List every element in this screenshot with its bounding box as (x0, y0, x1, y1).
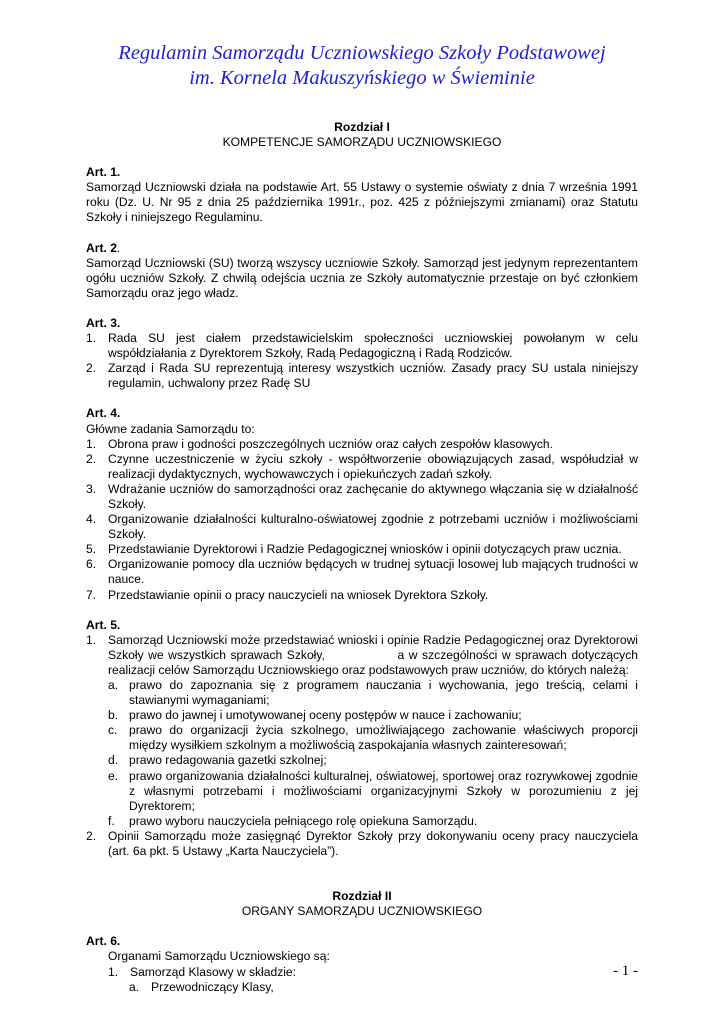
list-item (86, 588, 638, 603)
article-heading: Art. 4. (86, 406, 121, 421)
list-item-number: 1. (86, 331, 97, 346)
sub-list-item (108, 708, 638, 723)
document-title-line-1: Regulamin Samorządu Uczniowskiego Szkoły Podstawowej (118, 42, 606, 64)
list-item-text: Czynne uczestniczenie w życiu szkoły - współtworzenie obowiązujących zasad, współudział w realizacji dydaktycznych, wychowawczych i opiekuńczych zadań szkoły. (108, 451, 638, 481)
list-item (86, 632, 642, 678)
article-heading (86, 241, 638, 256)
sub-list-item-letter: d. (108, 753, 119, 768)
list-item-number: 6. (86, 557, 97, 572)
sub-list-item-letter: a. (129, 979, 140, 994)
article-heading: Art. 1. (86, 165, 121, 180)
sub-list-item-text: prawo wyboru nauczyciela pełniącego rolę opiekuna Samorządu. (129, 813, 478, 828)
chapter-title: ORGANY SAMORZĄDU UCZNIOWSKIEGO (241, 904, 483, 919)
chapter-title: KOMPETENCJE SAMORZĄDU UCZNIOWSKIEGO (222, 135, 502, 150)
list-item (86, 452, 638, 482)
page-number: - 1 - (613, 963, 638, 979)
sub-list-item-text: prawo organizowania działalności kulturalnej, oświatowej, sportowej oraz rozrywkowej zgodnie z własnymi potrzebami i możliwościami organizacyjnymi Szkoły w porozumieniu z jej Dyrektorem; (129, 768, 638, 813)
chapter-label: Rozdział II (332, 889, 392, 904)
list-item-number: 2. (86, 361, 97, 376)
article-text: Samorząd Uczniowski (SU) tworzą wszyscy uczniowie Szkoły. Samorząd jest jedynym reprezentantem ogółu uczniów Szkoły. Z chwilą odejścia ucznia ze Szkoły automatycznie przestaje on być członkiem Samorządu oraz jego władz. (86, 255, 638, 300)
sub-list-item-text: prawo redagowania gazetki szkolnej; (129, 753, 327, 768)
list-item (86, 965, 638, 980)
list-item-text: Przedstawianie Dyrektorowi i Radzie Pedagogicznej wniosków i opinii dotyczących praw ucznia. (108, 542, 622, 557)
document-title-line-2: im. Kornela Makuszyńskiego w Świeminie (189, 67, 535, 89)
list-item-text: Zarząd i Rada SU reprezentują interesy wszystkich uczniów. Zasady pracy SU ustala niniejszy regulamin, uchwalony przez Radę SU (108, 361, 638, 391)
list-item-text: Samorząd Uczniowski może przedstawiać wnioski i opinie Radzie Pedagogicznej oraz Dyrektorowi Szkoły we wszystkich sprawach Szkoły, a w szczególności w sprawach dotyczących realizacji celów Samorządu Uczniowskiego oraz podstawowych praw uczniów, do których należą: (108, 632, 642, 677)
list-item (86, 557, 638, 587)
list-item-number: 5. (86, 542, 97, 557)
list-item-number: 3. (86, 481, 97, 496)
article-heading-label: Art. 2 (86, 240, 117, 255)
article-heading-suffix: . (116, 240, 121, 255)
sub-list-item (86, 980, 638, 995)
list-item-text: Organizowanie pomocy dla uczniów będących w trudnej sytuacji losowej lub mających trudności w nauce. (108, 557, 638, 587)
sub-list-item-letter: b. (108, 708, 119, 723)
list-item-number: 2. (86, 828, 97, 843)
chapter-1-heading (86, 120, 638, 150)
article-heading: Art. 3. (86, 315, 121, 330)
list-item (86, 512, 638, 542)
list-item-text: Samorząd Klasowy w składzie: (130, 964, 297, 979)
sub-list-item-text: prawo do organizacji życia szkolnego, umożliwiającego zachowanie właściwych proporcji między wysiłkiem szkolnym a możliwością zaspokajania własnych zainteresowań; (129, 723, 638, 753)
list-item-text: Przedstawianie opinii o pracy nauczycieli na wniosek Dyrektora Szkoły. (108, 587, 489, 602)
list-item (86, 542, 638, 557)
list-item-text: Opinii Samorządu może zasięgnąć Dyrektor Szkoły przy dokonywaniu oceny pracy nauczyciela (art. 6a pkt. 5 Ustawy „Karta Nauczyciela”). (108, 828, 638, 859)
list-item-number: 7. (86, 587, 97, 602)
sub-list-item-text: prawo do jawnej i umotywowanej oceny postępów w nauce i zachowaniu; (129, 708, 522, 723)
sub-list-item-letter: f. (108, 813, 115, 828)
sub-list-item-letter: c. (108, 723, 118, 738)
sub-list-item-letter: a. (108, 678, 119, 692)
sub-list-item-text: prawo do zapoznania się z programem nauczania i wychowania, jego treścią, celami i stawianymi wymaganiami; (129, 678, 638, 708)
sub-list-item (108, 678, 638, 708)
list-item-text: Rada SU jest ciałem przedstawicielskim społeczności uczniowskiej powołanym w celu współdziałania z Dyrektorem Szkoły, Radą Pedagogiczną i Radą Rodziców. (108, 331, 638, 361)
sub-list-item (108, 769, 638, 814)
article-intro: Główne zadania Samorządu to: (86, 421, 255, 436)
article-heading: Art. 5. (86, 617, 121, 632)
list-item-number: 1. (108, 964, 119, 979)
sub-list-item (108, 814, 638, 829)
list-item (86, 482, 638, 512)
list-item (86, 331, 638, 361)
list-item-number: 1. (86, 436, 97, 451)
list-item-text: Obrona praw i godności poszczególnych uczniów oraz całych zespołów klasowych. (108, 436, 554, 451)
chapter-label: Rozdział I (334, 120, 390, 134)
list-item-text: Wdrażanie uczniów do samorządności oraz zachęcanie do aktywnego włączania się w działalność Szkoły. (108, 481, 638, 511)
document-body (86, 120, 642, 995)
chapter-2-heading (86, 889, 638, 919)
article-text: Samorząd Uczniowski działa na podstawie Art. 55 Ustawy o systemie oświaty z dnia 7 września 1991 roku (Dz. U. Nr 95 z dnia 25 października 1991r., poz. 425 z późniejszymi zmianami) oraz Statutu Szkoły i niniejszego Regulaminu. (86, 180, 638, 225)
sub-list-item-text: Przewodniczący Klasy, (151, 979, 274, 994)
list-item-number: 1. (86, 632, 97, 647)
list-item-text: Organizowanie działalności kulturalno-oświatowej zgodnie z potrzebami uczniów i możliwościami Szkoły. (108, 512, 638, 542)
sub-list-item-letter: e. (108, 768, 119, 783)
list-item (86, 829, 638, 859)
list-item (86, 361, 638, 391)
article-intro: Organami Samorządu Uczniowskiego są: (108, 949, 330, 964)
list-item-number: 4. (86, 512, 97, 527)
sub-list-item (108, 753, 638, 768)
sub-list-item (108, 723, 638, 753)
list-item-number: 2. (86, 451, 97, 466)
list-item (86, 437, 638, 452)
article-heading: Art. 6. (86, 934, 121, 949)
